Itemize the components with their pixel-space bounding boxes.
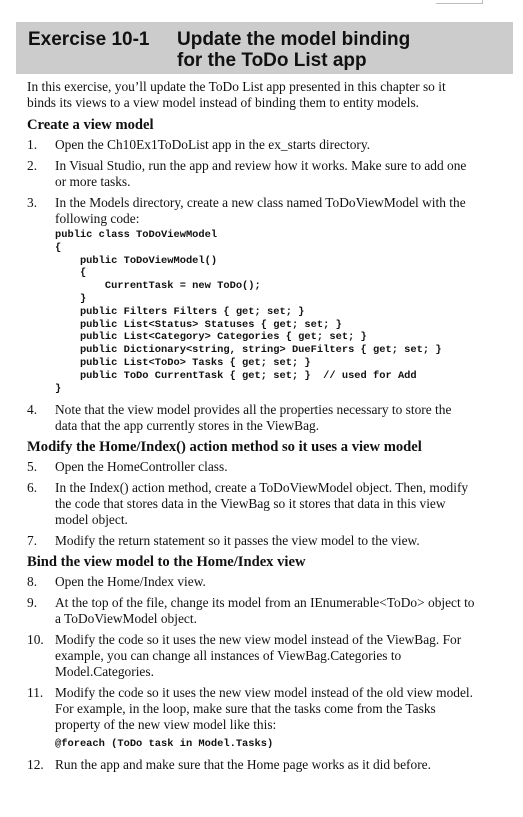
- intro-paragraph: [27, 79, 497, 111]
- step-number: 7.: [27, 533, 38, 549]
- step-line: At the top of the file, change its model from an IEnumerable<ToDo> object to: [55, 595, 475, 611]
- step-item: [27, 480, 497, 528]
- step-item: [27, 137, 497, 153]
- step-item: [27, 574, 497, 590]
- step-item: [27, 459, 497, 475]
- step-item: [27, 685, 497, 752]
- step-text: [55, 402, 497, 434]
- step-line: a ToDoViewModel object.: [55, 611, 197, 627]
- step-item: [27, 402, 497, 434]
- code-line: public Dictionary<string, string> DueFilters { get; set; }: [55, 344, 442, 357]
- code-line: public Filters Filters { get; set; }: [55, 305, 305, 318]
- intro-line: In this exercise, you’ll update the ToDo List app presented in this chapter so it: [27, 79, 446, 94]
- step-line: Modify the code so it uses the new view model instead of the ViewBag. For: [55, 632, 462, 648]
- code-line: }: [55, 292, 87, 305]
- step-line: Model.Categories.: [55, 664, 154, 680]
- step-item: [27, 195, 497, 397]
- section-heading: Create a view model: [27, 117, 154, 133]
- code-line: @foreach (ToDo task in Model.Tasks): [55, 738, 274, 751]
- step-text: [55, 137, 497, 153]
- code-line: public List<Status> Statuses { get; set; }: [55, 318, 342, 331]
- step-number: 9.: [27, 595, 38, 611]
- step-item: [27, 158, 497, 190]
- step-text: [55, 158, 497, 190]
- step-number: 5.: [27, 459, 38, 475]
- step-line: model object.: [55, 512, 128, 528]
- code-line: {: [55, 241, 62, 254]
- exercise-title-line1: Update the model binding: [177, 29, 411, 50]
- step-line: In the Index() action method, create a ToDoViewModel object. Then, modify: [55, 480, 469, 496]
- exercise-content: [27, 79, 497, 778]
- code-line: public class ToDoViewModel: [55, 229, 218, 241]
- step-line: data that the app currently stores in the ViewBag.: [55, 418, 320, 434]
- section: [27, 117, 497, 434]
- step-text: [55, 480, 497, 528]
- step-item: [27, 757, 497, 773]
- step-text: [55, 685, 497, 752]
- step-line: Modify the return statement so it passes the view model to the view.: [55, 533, 420, 549]
- step-line: or more tasks.: [55, 174, 131, 189]
- section: [27, 439, 497, 549]
- step-line: Open the Ch10Ex1ToDoList app in the ex_starts directory.: [55, 137, 371, 152]
- code-line: public List<ToDo> Tasks { get; set; }: [55, 356, 311, 369]
- step-line: Open the HomeController class.: [55, 459, 228, 475]
- section: [27, 554, 497, 773]
- step-line: For example, in the loop, make sure that the tasks come from the Tasks: [55, 701, 436, 717]
- step-line: Modify the code so it uses the new view model instead of the old view model.: [55, 685, 473, 701]
- step-text: [55, 533, 497, 549]
- step-text: [55, 757, 497, 773]
- intro-line: binds its views to a view model instead of binding them to entity models.: [27, 95, 420, 110]
- code-line: }: [55, 382, 62, 395]
- step-line: In the Models directory, create a new class named ToDoViewModel with the: [55, 195, 466, 210]
- exercise-title: [177, 29, 410, 71]
- step-line: example, you can change all instances of ViewBag.Categories to: [55, 648, 402, 664]
- step-text: [55, 459, 497, 475]
- step-item: [27, 533, 497, 549]
- section-heading: Modify the Home/Index() action method so it uses a view model: [27, 439, 422, 456]
- step-item: [27, 632, 497, 680]
- step-line: In Visual Studio, run the app and review how it works. Make sure to add one: [55, 158, 467, 173]
- sections-container: [27, 117, 497, 773]
- step-line: Run the app and make sure that the Home page works as it did before.: [55, 757, 431, 773]
- step-text: [55, 595, 497, 627]
- step-number: 11.: [27, 685, 44, 701]
- step-line: property of the new view model like this:: [55, 717, 277, 733]
- page-corner-mark: [436, 0, 483, 4]
- step-line: Open the Home/Index view.: [55, 574, 206, 590]
- step-text: [55, 632, 497, 680]
- code-line: public ToDo CurrentTask { get; set; } // used for Add: [55, 369, 417, 382]
- code-block: [55, 229, 497, 395]
- step-number: 2.: [27, 158, 38, 173]
- step-text: [55, 195, 497, 397]
- code-line: public ToDoViewModel(): [55, 254, 218, 267]
- step-item: [27, 595, 497, 627]
- step-line: following code:: [55, 211, 140, 226]
- code-line: CurrentTask = new ToDo();: [55, 280, 261, 293]
- code-line: {: [55, 267, 87, 280]
- step-line: the code that stores data in the ViewBag so it stores that data in this view: [55, 496, 446, 512]
- step-number: 12.: [27, 757, 44, 773]
- step-line: Note that the view model provides all the properties necessary to store the: [55, 402, 452, 418]
- step-number: 10.: [27, 632, 44, 648]
- step-number: 6.: [27, 480, 38, 496]
- code-line: public List<Category> Categories { get; set; }: [55, 331, 367, 344]
- exercise-title-line2: for the ToDo List app: [177, 50, 367, 71]
- exercise-header: [16, 22, 513, 74]
- step-number: 4.: [27, 402, 38, 418]
- step-text: [55, 574, 497, 590]
- step-number: 8.: [27, 574, 38, 590]
- exercise-label: Exercise 10-1: [28, 29, 150, 50]
- step-number: 3.: [27, 195, 38, 210]
- section-heading: Bind the view model to the Home/Index view: [27, 554, 306, 571]
- step-number: 1.: [27, 137, 38, 152]
